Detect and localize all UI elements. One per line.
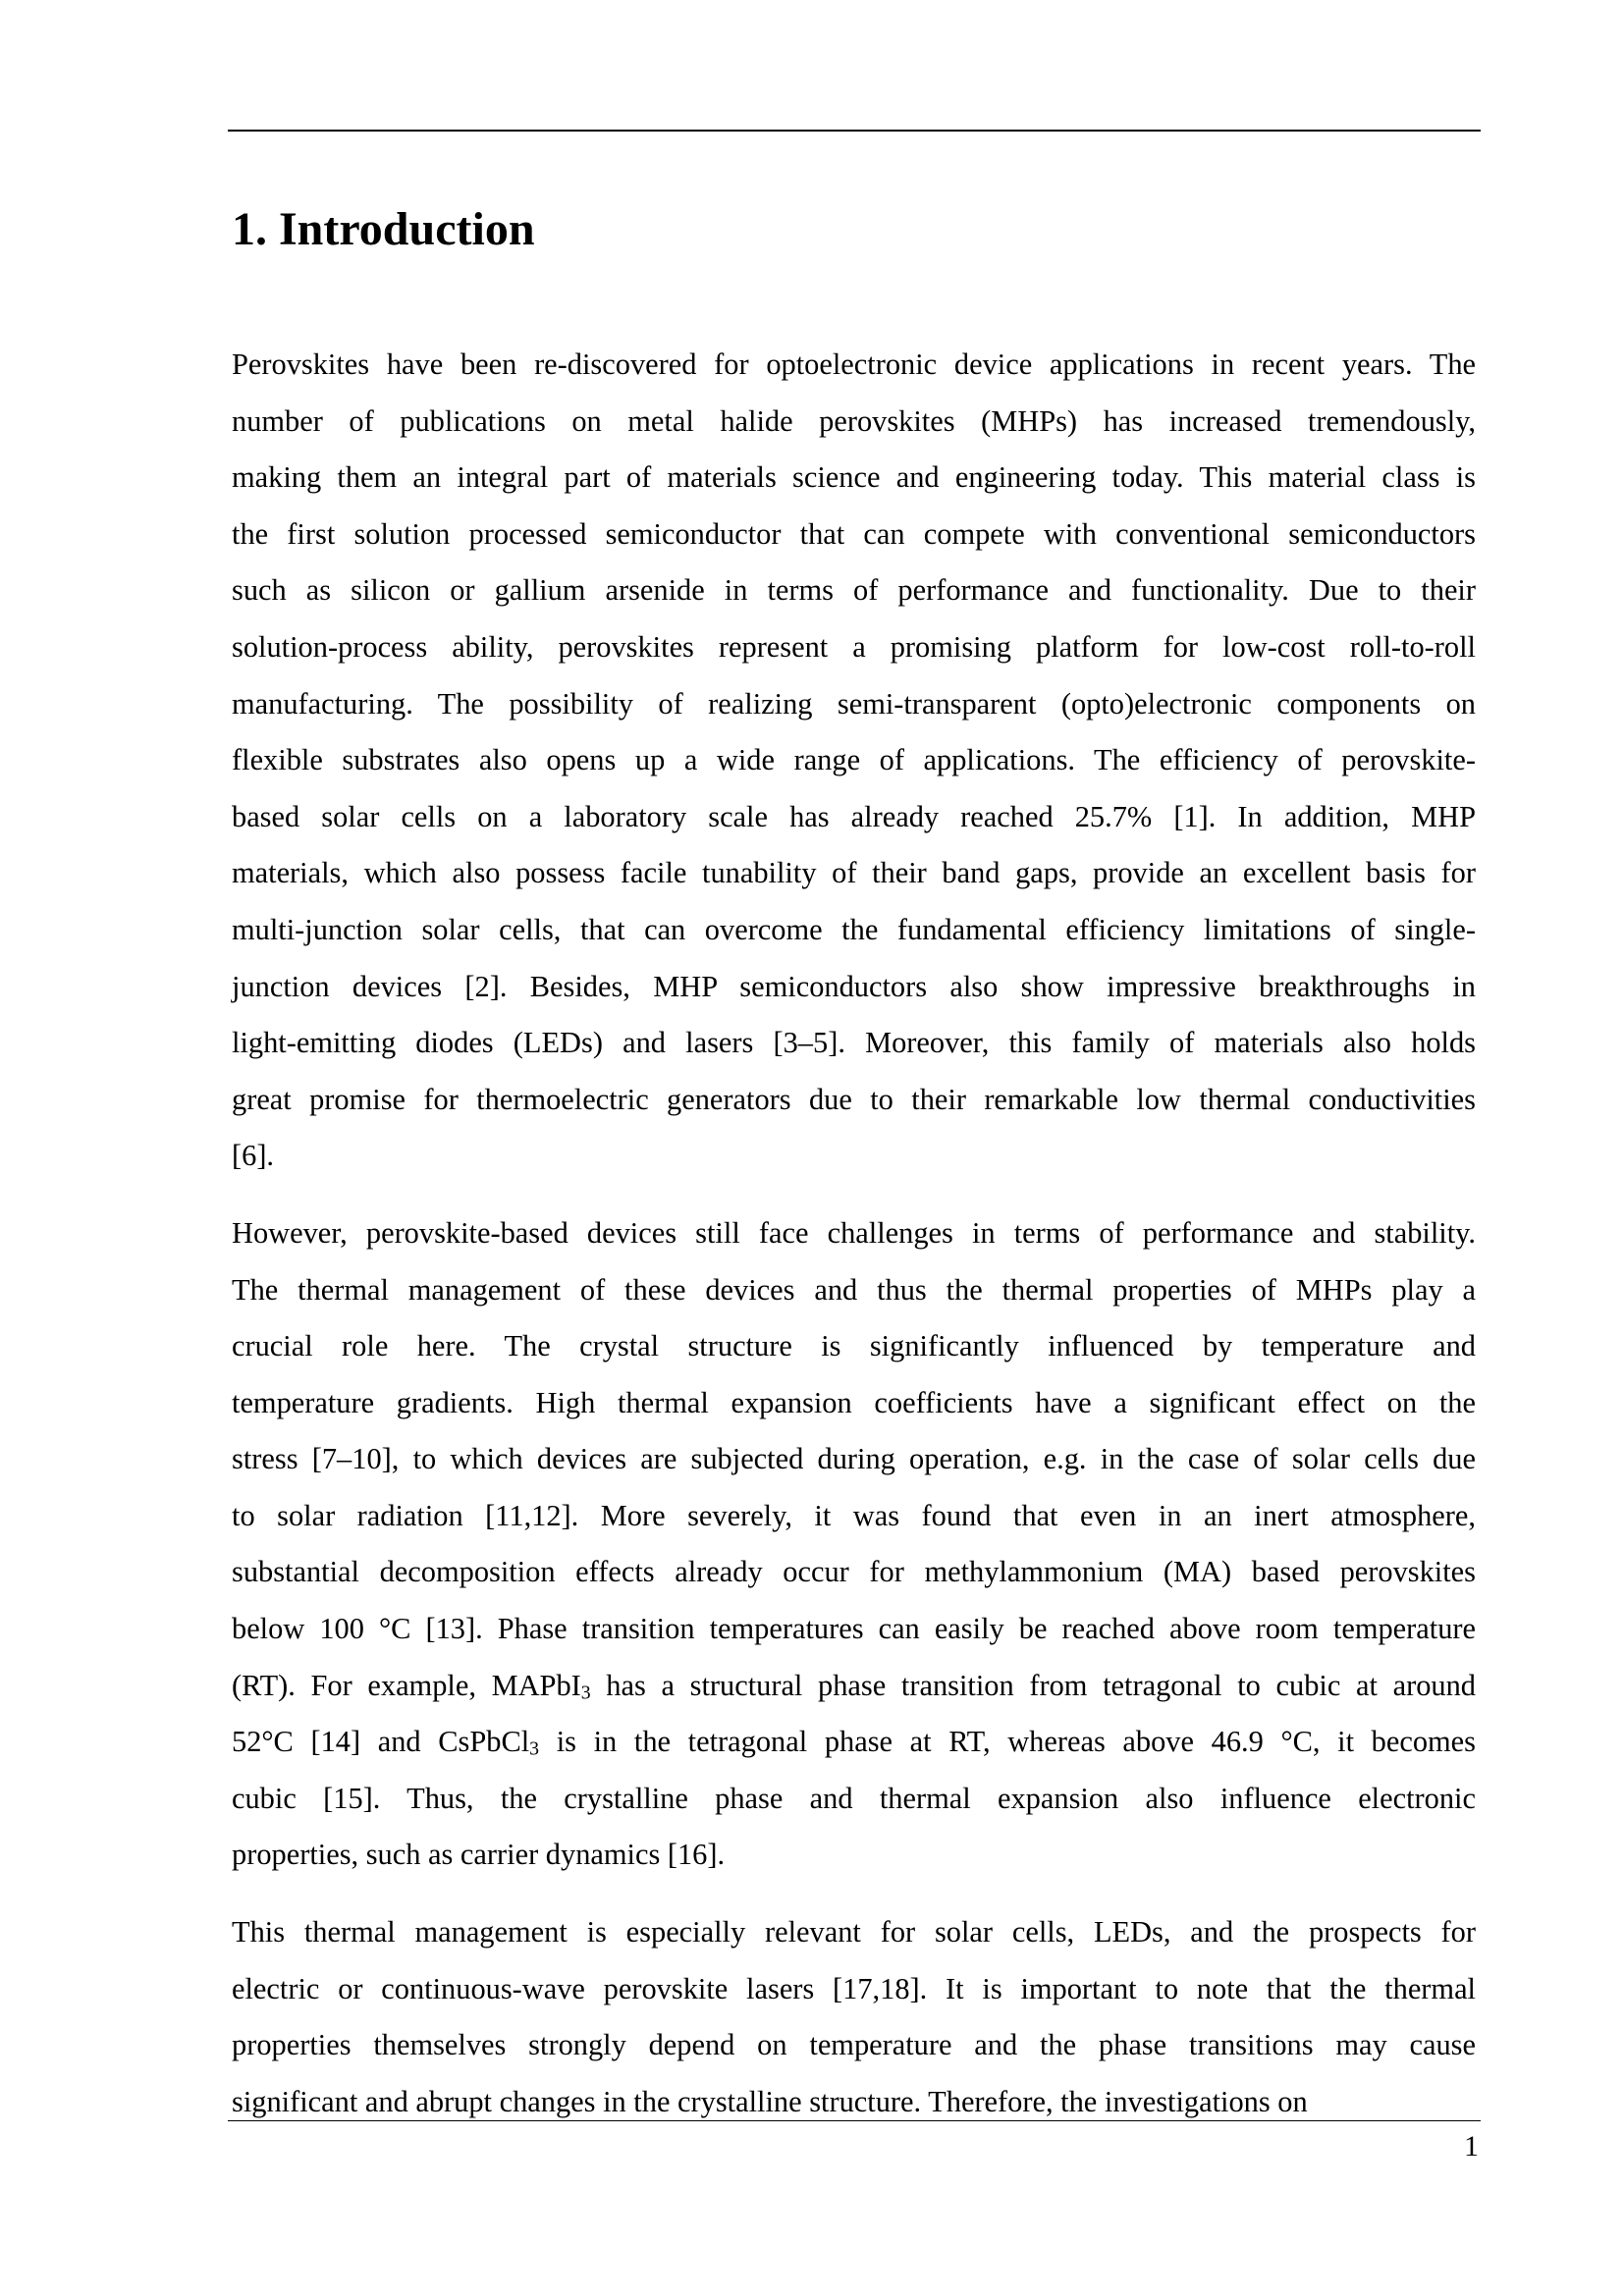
page-number: 1 [1464,2130,1479,2163]
paragraph-3 [232,1904,1476,2130]
text-line: flexible substrates also opens up a wide range of applications. The efficiency of perovskite- [232,743,1476,777]
text-line: properties themselves strongly depend on temperature and the phase transitions may cause [232,2028,1476,2062]
text-line: This thermal management is especially relevant for solar cells, LEDs, and the prospects for [232,1915,1476,1949]
text-line: solution-process ability, perovskites represent a promising platform for low-cost roll-to-roll [232,629,1476,664]
text-line: temperature gradients. High thermal expansion coefficients have a significant effect on the [232,1385,1476,1419]
text-line: making them an integral part of materials science and engineering today. This material class is [232,460,1476,495]
text-line: substantial decomposition effects already occur for methylammonium (MA) based perovskites [232,1555,1476,1589]
text-line: multi-junction solar cells, that can overcome the fundamental efficiency limitations of single- [232,912,1476,946]
text-line: number of publications on metal halide perovskites (MHPs) has increased tremendously, [232,403,1476,438]
text-line: to solar radiation [11,12]. More severely, it was found that even in an inert atmosphere, [232,1498,1476,1532]
text-line: electric or continuous-wave perovskite lasers [17,18]. It is important to note that the thermal [232,1971,1476,2005]
text-line: crucial role here. The crystal structure is significantly influenced by temperature and [232,1329,1476,1363]
footer-rule [228,2120,1481,2121]
text-line: great promise for thermoelectric generators due to their remarkable low thermal conductivities [232,1082,1476,1116]
paragraph-2 [232,1205,1476,1884]
text-line: [6]. [232,1139,275,1173]
text-line: Perovskites have been re-discovered for optoelectronic device applications in recent years. The [232,347,1476,381]
header-rule [228,130,1481,132]
text-line: based solar cells on a laboratory scale has already reached 25.7% [1]. In addition, MHP [232,799,1476,833]
text-line: junction devices [2]. Besides, MHP semiconductors also show impressive breakthroughs in [232,969,1476,1003]
body-text [232,337,1476,2130]
text-line: The thermal management of these devices and thus the thermal properties of MHPs play a [232,1272,1476,1307]
text-line: significant and abrupt changes in the crystalline structure. Therefore, the investigations on [232,2084,1308,2118]
text-line: cubic [15]. Thus, the crystalline phase and thermal expansion also influence electronic [232,1781,1476,1815]
text-line: manufacturing. The possibility of realizing semi-transparent (opto)electronic components on [232,686,1476,721]
subscript: 3 [529,1737,540,1760]
text-line: stress [7–10], to which devices are subjected during operation, e.g. in the case of solar cells due [232,1442,1476,1476]
section-heading: 1. Introduction [232,203,535,255]
text-line: light-emitting diodes (LEDs) and lasers [3–5]. Moreover, this family of materials also holds [232,1026,1476,1060]
text-line: the first solution processed semiconductor that can compete with conventional semiconductors [232,516,1476,551]
paragraph-1 [232,337,1476,1185]
text-line: 52°C [14] and CsPbCl$_3$ is in the tetragonal phase at RT, whereas above 46.9 °C, it becomes [232,1725,1476,1760]
text-line: (RT). For example, MAPbI$_3$ has a structural phase transition from tetragonal to cubic at around [232,1668,1476,1704]
text-line: materials, which also possess facile tunability of their band gaps, provide an excellent basis for [232,856,1476,890]
text-line: such as silicon or gallium arsenide in terms of performance and functionality. Due to their [232,573,1476,608]
subscript: 3 [580,1682,591,1704]
text-line: below 100 °C [13]. Phase transition temperatures can easily be reached above room temperature [232,1612,1476,1646]
text-line: properties, such as carrier dynamics [16]. [232,1838,726,1872]
text-line: However, perovskite-based devices still face challenges in terms of performance and stability. [232,1215,1476,1250]
